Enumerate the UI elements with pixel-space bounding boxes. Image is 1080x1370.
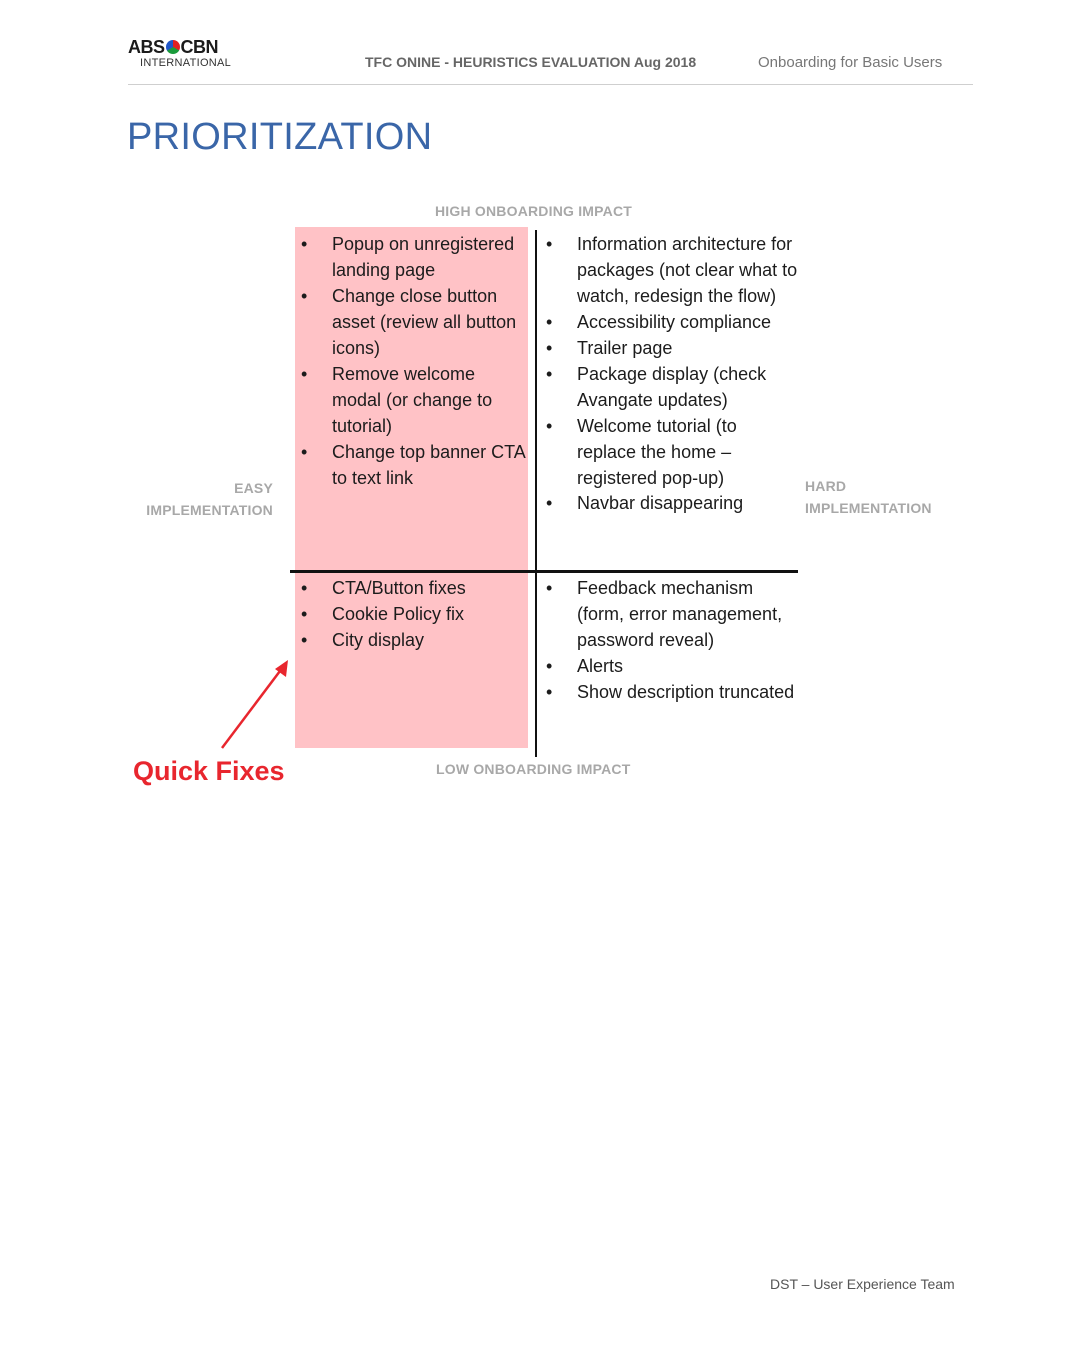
list-item: • City display [296, 627, 526, 653]
header-divider [128, 84, 973, 85]
list-item: • Accessibility compliance [541, 309, 799, 335]
list-item: • Remove welcome modal (or change to tutorial) [296, 361, 526, 439]
logo-right-text: CBN [180, 37, 219, 57]
axis-right-line1: HARD [805, 478, 847, 494]
logo-subtitle: INTERNATIONAL [140, 57, 232, 69]
list-item: • Change top banner CTA to text link [296, 439, 526, 491]
quick-fixes-annotation: Quick Fixes [133, 756, 285, 786]
annotation-arrow-icon [215, 655, 295, 755]
page-title: PRIORITIZATION [127, 116, 433, 158]
list-item: • Show description truncated [541, 679, 799, 705]
axis-left-line2: IMPLEMENTATION [146, 502, 273, 518]
quadrant-low-easy [296, 575, 526, 653]
quadrant-high-hard [541, 231, 799, 515]
list-item: • Information architecture for packages (not clear what to watch, redesign the flow) [541, 231, 799, 309]
list-item: • Alerts [541, 653, 799, 679]
quadrant-low-hard [541, 575, 799, 705]
list-item: • Package display (check Avangate updates) [541, 361, 799, 413]
axis-right-line2: IMPLEMENTATION [805, 500, 932, 516]
list-item: • Feedback mechanism (form, error management, password reveal) [541, 575, 799, 653]
axis-label-high-impact: HIGH ONBOARDING IMPACT [435, 203, 633, 219]
axis-left-line1: EASY [234, 480, 273, 496]
page-footer: DST – User Experience Team [770, 1276, 955, 1292]
list-item: • Change close button asset (review all button icons) [296, 283, 526, 361]
list-item: • Cookie Policy fix [296, 601, 526, 627]
list-item: • Trailer page [541, 335, 799, 361]
quadrant-high-easy [296, 231, 526, 491]
list-item: • Popup on unregistered landing page [296, 231, 526, 283]
matrix-vertical-axis [535, 230, 537, 757]
axis-label-hard-implementation [805, 475, 932, 519]
header-section-title: Onboarding for Basic Users [758, 54, 943, 71]
arrow-shaft [222, 667, 283, 748]
abs-cbn-logo [128, 37, 268, 73]
matrix-horizontal-axis [290, 570, 798, 573]
logo-left-text: ABS [128, 37, 165, 57]
logo-globe-icon [166, 40, 180, 54]
header-document-title: TFC ONINE - HEURISTICS EVALUATION Aug 2018 [365, 54, 697, 70]
list-item: • Navbar disappearing [541, 491, 799, 515]
list-item: • CTA/Button fixes [296, 575, 526, 601]
axis-label-low-impact: LOW ONBOARDING IMPACT [436, 761, 631, 777]
axis-label-easy-implementation [130, 477, 273, 521]
logo-wordmark [128, 37, 218, 58]
list-item: • Welcome tutorial (to replace the home – registered pop-up) [541, 413, 799, 491]
